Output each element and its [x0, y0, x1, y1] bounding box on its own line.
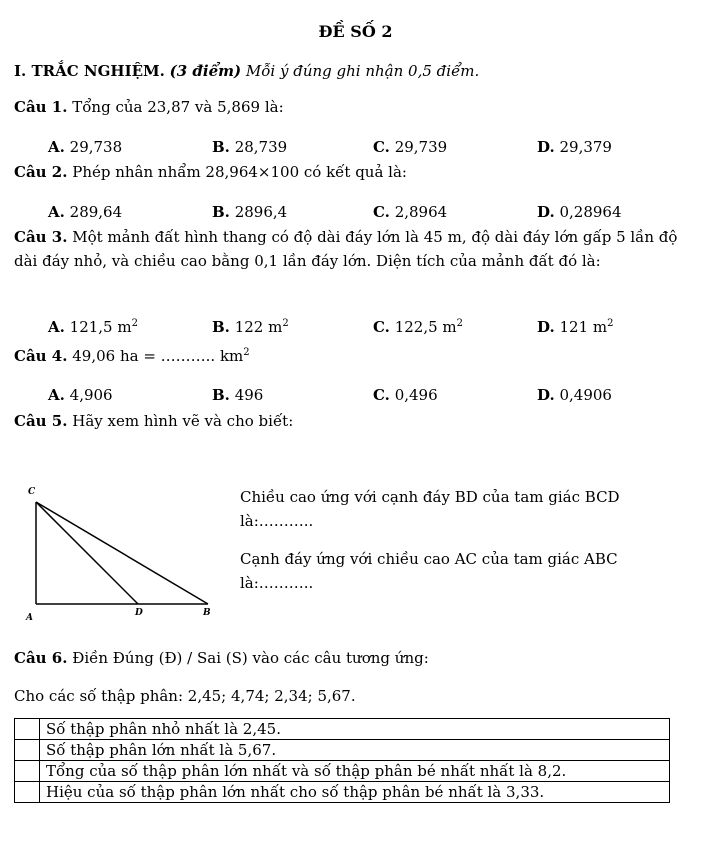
q1-option-b[interactable]: B. 28,739: [212, 138, 288, 156]
q4-option-c[interactable]: C. 0,496: [373, 386, 438, 404]
page-title: ĐỀ SỐ 2: [318, 22, 393, 41]
question-3: Câu 3. Một mảnh đất hình thang có độ dài đáy lớn là 45 m, độ dài đáy lớn gấp 5 lần độ dài đáy nhỏ, và chiều cao bằng 0,1 lần đáy lớn. Diện tích của mảnh đất đó là:: [14, 228, 678, 270]
q4-option-a[interactable]: A. 4,906: [48, 386, 113, 404]
q1-option-a[interactable]: A. 29,738: [48, 138, 123, 156]
question-4: Câu 4. 49,06 ha = ……….. $km^2$: [14, 347, 250, 365]
table-row: [15, 782, 670, 803]
q2-option-c[interactable]: C. 2,8964: [373, 203, 448, 221]
answer-box-3[interactable]: [15, 761, 40, 782]
q2-option-b[interactable]: B. 2896,4: [212, 203, 288, 221]
question-2: Câu 2. Phép nhân nhẩm 28,964×100 có kết quả là:: [14, 163, 407, 181]
q3-option-d[interactable]: D. 121 $m^2$: [537, 318, 614, 336]
triangle-figure: [20, 480, 220, 625]
q4-option-d[interactable]: D. 0,4906: [537, 386, 612, 404]
label-d: D: [135, 608, 143, 618]
answer-box-4[interactable]: [15, 782, 40, 803]
q4-option-b[interactable]: B. 496: [212, 386, 264, 404]
table-row: [15, 740, 670, 761]
q3-option-c[interactable]: C. 122,5 $m^2$: [373, 318, 463, 336]
statement-cell: Tổng của số thập phân lớn nhất và số thập phân bé nhất nhất là 8,2.: [40, 761, 670, 782]
label-b: B: [203, 608, 211, 618]
q5-statement-2[interactable]: Cạnh đáy ứng với chiều cao AC của tam giác ABC là:………..: [240, 550, 618, 592]
q2-option-d[interactable]: D. 0,28964: [537, 203, 622, 221]
q3-option-b[interactable]: B. 122 $m^2$: [212, 318, 289, 336]
statement-cell: Số thập phân nhỏ nhất là 2,45.: [40, 719, 670, 740]
question-5: Câu 5. Hãy xem hình vẽ và cho biết:: [14, 412, 294, 430]
label-c: C: [28, 487, 36, 497]
question-1: Câu 1. Tổng của 23,87 và 5,869 là:: [14, 98, 284, 116]
q6-intro: Cho các số thập phân: 2,45; 4,74; 2,34; 5,67.: [14, 687, 356, 705]
answer-box-2[interactable]: [15, 740, 40, 761]
table-row: [15, 761, 670, 782]
section-heading: I. TRẮC NGHIỆM. (3 điểm) Mỗi ý đúng ghi nhận 0,5 điểm.: [14, 62, 480, 80]
q1-option-c[interactable]: C. 29,739: [373, 138, 448, 156]
q3-option-a[interactable]: A. 121,5 $m^2$: [48, 318, 138, 336]
label-a: A: [26, 613, 33, 623]
q2-option-a[interactable]: A. 289,64: [48, 203, 123, 221]
q1-option-d[interactable]: D. 29,379: [537, 138, 612, 156]
q5-statement-1[interactable]: Chiều cao ứng với cạnh đáy BD của tam giác BCD là:………..: [240, 488, 620, 530]
true-false-table: [14, 718, 670, 803]
statement-cell: Số thập phân lớn nhất là 5,67.: [40, 740, 670, 761]
question-6: Câu 6. Điền Đúng (Đ) / Sai (S) vào các câu tương ứng:: [14, 649, 429, 667]
statement-cell: Hiệu của số thập phân lớn nhất cho số thập phân bé nhất là 3,33.: [40, 782, 670, 803]
answer-box-1[interactable]: [15, 719, 40, 740]
table-row: [15, 719, 670, 740]
